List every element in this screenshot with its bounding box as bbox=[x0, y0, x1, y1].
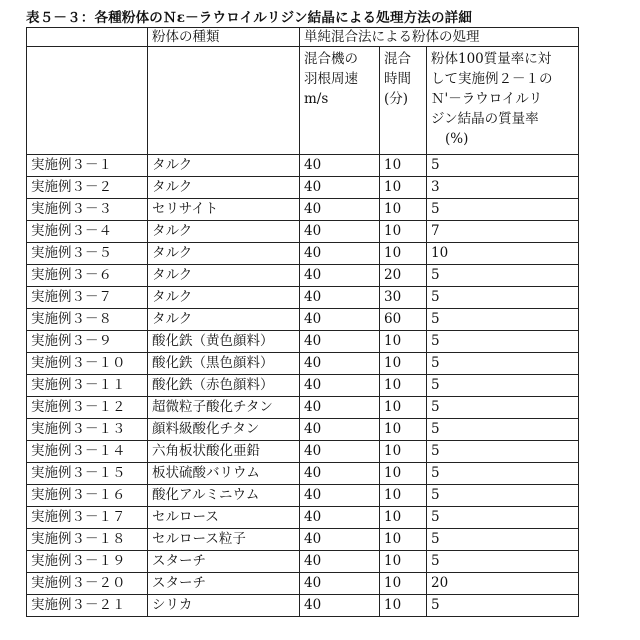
mass-ratio-cell: 5 bbox=[427, 441, 579, 463]
example-cell: 実施例３－４ bbox=[27, 221, 148, 243]
powder-cell: 顔料級酸化チタン bbox=[148, 419, 300, 441]
table-row bbox=[27, 463, 579, 485]
blade-speed-cell: 40 bbox=[300, 265, 380, 287]
blade-speed-cell: 40 bbox=[300, 287, 380, 309]
header-empty-cell bbox=[148, 47, 300, 155]
example-cell: 実施例３－１４ bbox=[27, 441, 148, 463]
header-empty-cell bbox=[27, 47, 148, 155]
mass-ratio-cell: 3 bbox=[427, 177, 579, 199]
time-cell: 10 bbox=[380, 221, 427, 243]
mass-ratio-cell: 5 bbox=[427, 419, 579, 441]
header-row-top bbox=[27, 28, 579, 47]
example-cell: 実施例３－２１ bbox=[27, 595, 148, 617]
mass-ratio-cell: 5 bbox=[427, 199, 579, 221]
mass-ratio-cell: 5 bbox=[427, 353, 579, 375]
header-mass-ratio-line: して実施例２－１の bbox=[431, 69, 578, 89]
table-row bbox=[27, 507, 579, 529]
table-row bbox=[27, 177, 579, 199]
example-cell: 実施例３－２ bbox=[27, 177, 148, 199]
powder-cell: タルク bbox=[148, 243, 300, 265]
blade-speed-cell: 40 bbox=[300, 419, 380, 441]
time-cell: 10 bbox=[380, 485, 427, 507]
powder-cell: タルク bbox=[148, 177, 300, 199]
time-cell: 10 bbox=[380, 397, 427, 419]
blade-speed-cell: 40 bbox=[300, 529, 380, 551]
time-cell: 10 bbox=[380, 441, 427, 463]
powder-cell: スターチ bbox=[148, 573, 300, 595]
mass-ratio-cell: 5 bbox=[427, 375, 579, 397]
powder-cell: タルク bbox=[148, 287, 300, 309]
time-cell: 10 bbox=[380, 177, 427, 199]
powder-cell: タルク bbox=[148, 155, 300, 177]
mass-ratio-cell: 5 bbox=[427, 463, 579, 485]
example-cell: 実施例３－１９ bbox=[27, 551, 148, 573]
table-row bbox=[27, 551, 579, 573]
blade-speed-cell: 40 bbox=[300, 397, 380, 419]
table-row bbox=[27, 397, 579, 419]
example-cell: 実施例３－１ bbox=[27, 155, 148, 177]
mass-ratio-cell: 5 bbox=[427, 155, 579, 177]
table-row bbox=[27, 243, 579, 265]
header-mass-ratio-line: ジン結晶の質量率 bbox=[431, 109, 578, 129]
example-cell: 実施例３－６ bbox=[27, 265, 148, 287]
mass-ratio-cell: 5 bbox=[427, 551, 579, 573]
powder-cell: タルク bbox=[148, 309, 300, 331]
powder-cell: 酸化鉄（黄色顔料） bbox=[148, 331, 300, 353]
powder-cell: 酸化アルミニウム bbox=[148, 485, 300, 507]
table-row bbox=[27, 595, 579, 617]
time-cell: 10 bbox=[380, 529, 427, 551]
time-cell: 10 bbox=[380, 375, 427, 397]
time-cell: 10 bbox=[380, 507, 427, 529]
header-mass-ratio-line: Ｎ'－ラウロイルリ bbox=[431, 89, 578, 109]
mass-ratio-cell: 5 bbox=[427, 287, 579, 309]
blade-speed-cell: 40 bbox=[300, 463, 380, 485]
time-cell: 60 bbox=[380, 309, 427, 331]
powder-cell: セルロース粒子 bbox=[148, 529, 300, 551]
time-cell: 10 bbox=[380, 199, 427, 221]
example-cell: 実施例３－１８ bbox=[27, 529, 148, 551]
mass-ratio-cell: 5 bbox=[427, 331, 579, 353]
table-row bbox=[27, 441, 579, 463]
mass-ratio-cell: 5 bbox=[427, 595, 579, 617]
header-blade-speed-line: m/s bbox=[304, 89, 379, 109]
time-cell: 10 bbox=[380, 243, 427, 265]
mass-ratio-cell: 5 bbox=[427, 507, 579, 529]
powder-cell: タルク bbox=[148, 265, 300, 287]
mass-ratio-cell: 10 bbox=[427, 243, 579, 265]
example-cell: 実施例３－９ bbox=[27, 331, 148, 353]
table-row bbox=[27, 419, 579, 441]
mass-ratio-cell: 5 bbox=[427, 309, 579, 331]
blade-speed-cell: 40 bbox=[300, 353, 380, 375]
powder-cell: 六角板状酸化亜鉛 bbox=[148, 441, 300, 463]
powder-cell: タルク bbox=[148, 221, 300, 243]
powder-cell: セリサイト bbox=[148, 199, 300, 221]
powder-cell: 超微粒子酸化チタン bbox=[148, 397, 300, 419]
example-cell: 実施例３－１２ bbox=[27, 397, 148, 419]
time-cell: 10 bbox=[380, 419, 427, 441]
header-blade-speed bbox=[300, 47, 380, 155]
header-blade-speed-line: 混合機の bbox=[304, 49, 379, 69]
time-cell: 10 bbox=[380, 463, 427, 485]
blade-speed-cell: 40 bbox=[300, 441, 380, 463]
example-cell: 実施例３－２０ bbox=[27, 573, 148, 595]
header-mixing-method: 単純混合法による粉体の処理 bbox=[300, 28, 579, 47]
table-row bbox=[27, 287, 579, 309]
header-time-line: (分) bbox=[384, 89, 426, 109]
table-row bbox=[27, 375, 579, 397]
blade-speed-cell: 40 bbox=[300, 199, 380, 221]
header-mass-ratio-line: (%) bbox=[431, 129, 578, 149]
blade-speed-cell: 40 bbox=[300, 595, 380, 617]
header-row-sub bbox=[27, 47, 579, 155]
powder-cell: セルロース bbox=[148, 507, 300, 529]
time-cell: 10 bbox=[380, 353, 427, 375]
table-caption: 表５－３：各種粉体のＮε－ラウロイルリジン結晶による処理方法の詳細 bbox=[26, 6, 472, 26]
time-cell: 10 bbox=[380, 551, 427, 573]
header-empty-cell bbox=[27, 28, 148, 47]
mass-ratio-cell: 5 bbox=[427, 485, 579, 507]
example-cell: 実施例３－１５ bbox=[27, 463, 148, 485]
header-time-line: 混合 bbox=[384, 49, 426, 69]
blade-speed-cell: 40 bbox=[300, 221, 380, 243]
mass-ratio-cell: 5 bbox=[427, 265, 579, 287]
time-cell: 10 bbox=[380, 573, 427, 595]
powder-cell: 酸化鉄（黒色顔料） bbox=[148, 353, 300, 375]
powder-cell: シリカ bbox=[148, 595, 300, 617]
blade-speed-cell: 40 bbox=[300, 155, 380, 177]
time-cell: 20 bbox=[380, 265, 427, 287]
powder-cell: 酸化鉄（赤色顔料） bbox=[148, 375, 300, 397]
table-row bbox=[27, 485, 579, 507]
blade-speed-cell: 40 bbox=[300, 375, 380, 397]
example-cell: 実施例３－１１ bbox=[27, 375, 148, 397]
header-time-line: 時間 bbox=[384, 69, 426, 89]
example-cell: 実施例３－８ bbox=[27, 309, 148, 331]
powder-cell: 板状硫酸バリウム bbox=[148, 463, 300, 485]
table-row bbox=[27, 155, 579, 177]
blade-speed-cell: 40 bbox=[300, 331, 380, 353]
header-powder-type: 粉体の種類 bbox=[148, 28, 300, 47]
example-cell: 実施例３－７ bbox=[27, 287, 148, 309]
blade-speed-cell: 40 bbox=[300, 573, 380, 595]
table-row bbox=[27, 353, 579, 375]
example-cell: 実施例３－１７ bbox=[27, 507, 148, 529]
blade-speed-cell: 40 bbox=[300, 485, 380, 507]
example-cell: 実施例３－１０ bbox=[27, 353, 148, 375]
example-cell: 実施例３－５ bbox=[27, 243, 148, 265]
powder-cell: スターチ bbox=[148, 551, 300, 573]
header-blade-speed-line: 羽根周速 bbox=[304, 69, 379, 89]
blade-speed-cell: 40 bbox=[300, 309, 380, 331]
blade-speed-cell: 40 bbox=[300, 507, 380, 529]
example-cell: 実施例３－１６ bbox=[27, 485, 148, 507]
header-time bbox=[380, 47, 427, 155]
table-row bbox=[27, 529, 579, 551]
table-row bbox=[27, 221, 579, 243]
header-mass-ratio-line: 粉体100質量率に対 bbox=[431, 49, 578, 69]
table-row bbox=[27, 331, 579, 353]
mass-ratio-cell: 5 bbox=[427, 397, 579, 419]
table-row bbox=[27, 573, 579, 595]
mass-ratio-cell: 5 bbox=[427, 529, 579, 551]
time-cell: 10 bbox=[380, 595, 427, 617]
blade-speed-cell: 40 bbox=[300, 177, 380, 199]
example-cell: 実施例３－３ bbox=[27, 199, 148, 221]
time-cell: 10 bbox=[380, 155, 427, 177]
table-row bbox=[27, 265, 579, 287]
example-cell: 実施例３－１３ bbox=[27, 419, 148, 441]
time-cell: 30 bbox=[380, 287, 427, 309]
blade-speed-cell: 40 bbox=[300, 243, 380, 265]
table-row bbox=[27, 199, 579, 221]
table-row bbox=[27, 309, 579, 331]
time-cell: 10 bbox=[380, 331, 427, 353]
header-mass-ratio bbox=[427, 47, 579, 155]
mass-ratio-cell: 7 bbox=[427, 221, 579, 243]
mass-ratio-cell: 20 bbox=[427, 573, 579, 595]
treatment-table bbox=[26, 27, 579, 617]
blade-speed-cell: 40 bbox=[300, 551, 380, 573]
